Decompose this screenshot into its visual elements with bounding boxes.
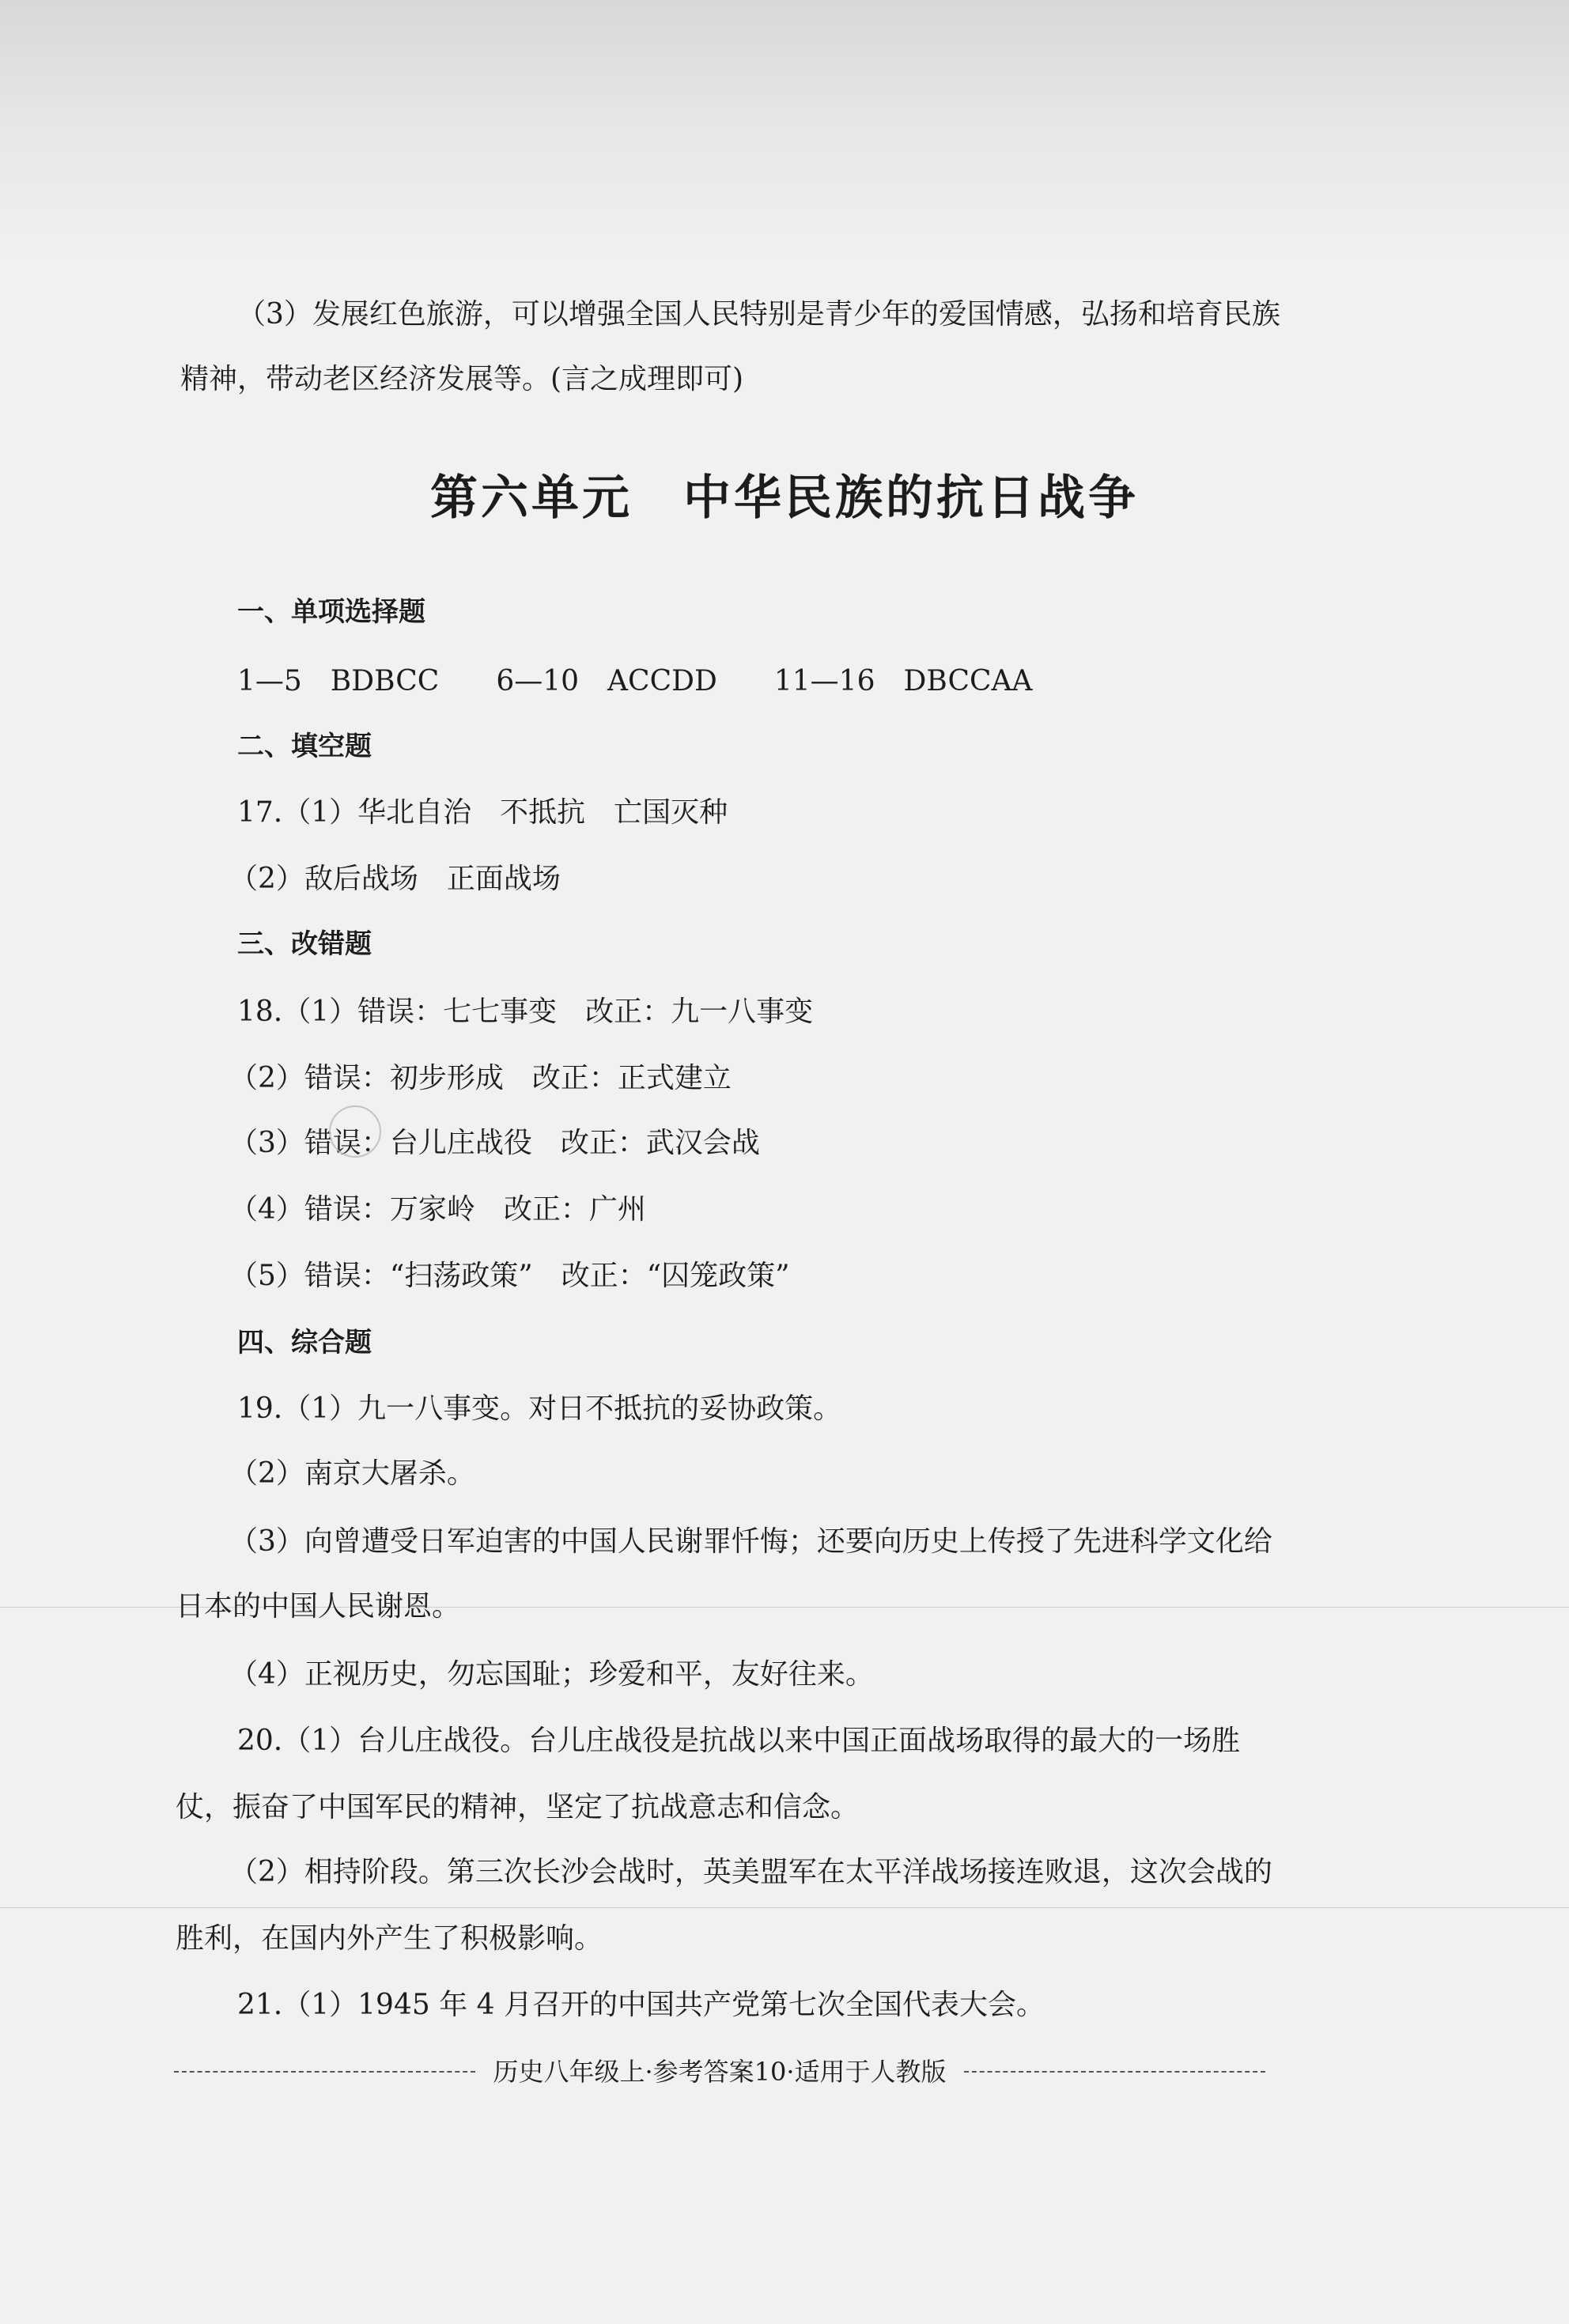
answer-line: （3）向曾遭受日军迫害的中国人民谢罪忏悔；还要向历史上传授了先进科学文化给 bbox=[229, 1525, 1272, 1558]
footer-dash-right bbox=[964, 2071, 1265, 2073]
answer-line: （2）南京大屠杀。 bbox=[229, 1457, 475, 1490]
answer-line: （2）错误：初步形成 改正：正式建立 bbox=[229, 1062, 732, 1094]
answer-line: （3）错误：台儿庄战役 改正：武汉会战 bbox=[229, 1127, 760, 1159]
answer-line: （4）正视历史，勿忘国耻；珍爱和平，友好往来。 bbox=[229, 1658, 874, 1691]
watermark-stamp bbox=[329, 1105, 381, 1158]
paragraph-line: （3）发展红色旅游，可以增强全国人民特别是青少年的爱国情感，弘扬和培育民族 bbox=[237, 298, 1280, 331]
section-heading: 一、单项选择题 bbox=[237, 596, 425, 628]
answer-line: 日本的中国人民谢恩。 bbox=[176, 1590, 461, 1623]
answer-line: 20.（1）台儿庄战役。台儿庄战役是抗战以来中国正面战场取得的最大的一场胜 bbox=[237, 1725, 1241, 1757]
section-heading: 二、填空题 bbox=[237, 731, 372, 762]
page-footer bbox=[174, 2054, 1265, 2089]
answer-line: 17.（1）华北自治 不抵抗 亡国灭种 bbox=[237, 796, 728, 829]
answer-line: （4）错误：万家岭 改正：广州 bbox=[229, 1193, 646, 1226]
answer-line: 胜利，在国内外产生了积极影响。 bbox=[176, 1922, 603, 1955]
answer-line: 仗，振奋了中国军民的精神，坚定了抗战意志和信念。 bbox=[176, 1791, 860, 1823]
scan-shadow bbox=[0, 0, 1569, 261]
answer-line: （5）错误：“扫荡政策” 改正：“囚笼政策” bbox=[229, 1260, 790, 1292]
section-heading: 三、改错题 bbox=[237, 928, 372, 960]
answer-line: （2）相持阶段。第三次长沙会战时，英美盟军在太平洋战场接连败退，这次会战的 bbox=[229, 1856, 1272, 1888]
footer-dash-left bbox=[174, 2071, 475, 2073]
answer-line: （2）敌后战场 正面战场 bbox=[229, 863, 561, 895]
answer-line: 21.（1）1945 年 4 月召开的中国共产党第七次全国代表大会。 bbox=[237, 1989, 1045, 2021]
paragraph-line: 精神，带动老区经济发展等。(言之成理即可) bbox=[180, 363, 744, 395]
answer-line: 1—5 BDBCC 6—10 ACCDD 11—16 DBCCAA bbox=[237, 665, 1033, 697]
section-heading: 四、综合题 bbox=[237, 1327, 372, 1359]
footer-text: 历史八年级上·参考答案10·适用于人教版 bbox=[493, 2057, 947, 2087]
answer-line: 19.（1）九一八事变。对日不抵抗的妥协政策。 bbox=[237, 1393, 842, 1425]
unit-title: 第六单元 中华民族的抗日战争 bbox=[430, 470, 1139, 526]
answer-line: 18.（1）错误：七七事变 改正：九一八事变 bbox=[237, 996, 814, 1028]
scan-fold-line bbox=[0, 1907, 1569, 1908]
